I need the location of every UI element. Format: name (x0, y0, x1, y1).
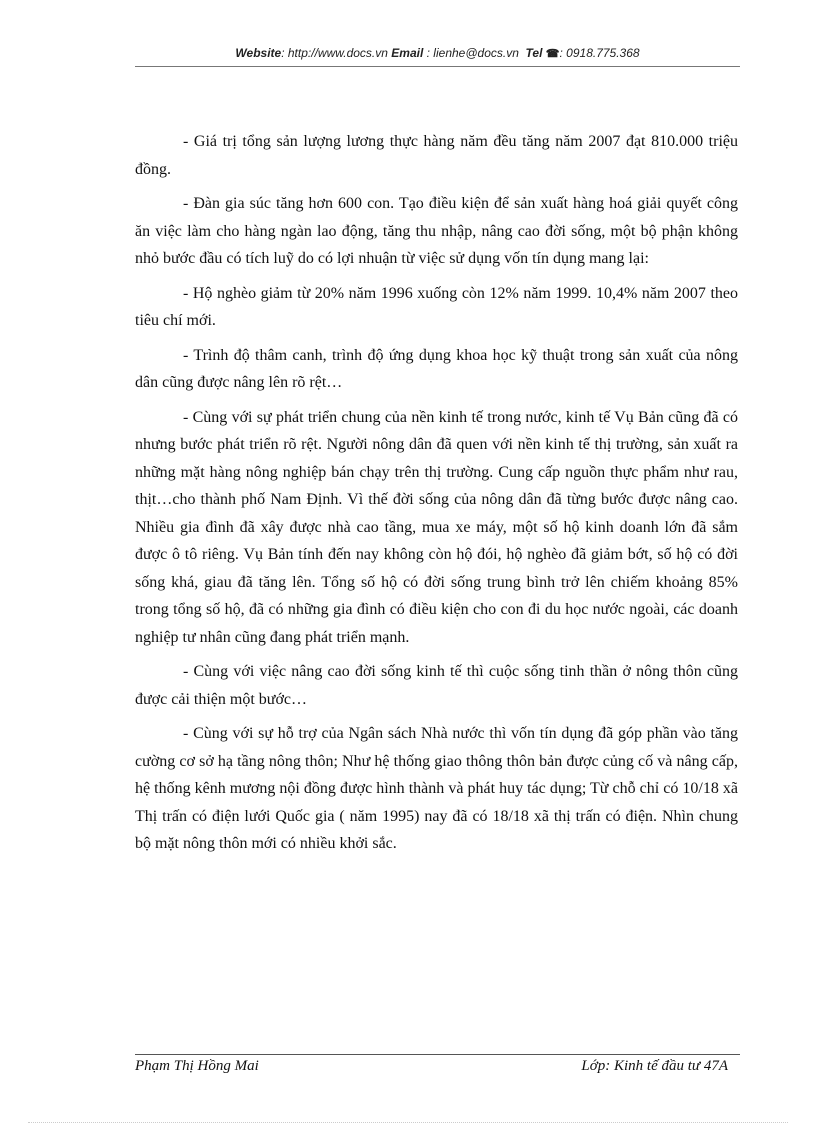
paragraph-7: - Cùng với sự hỗ trợ của Ngân sách Nhà nước thì vốn tín dụng đã góp phần vào tăng cường cơ sở hạ tầng nông thôn; Như hệ thống giao thông thôn bản được củng cố và nâng cấp, hệ thống kênh mương nội đồng được hình thành và phát huy tác dụng; Từ chỗ chỉ có 10/18 xã Thị trấn có điện lưới Quốc gia ( năm 1995) nay đã có 18/18 xã thị trấn có điện. Nhìn chung bộ mặt nông thôn mới có nhiều khởi sắc. (135, 725, 738, 852)
email-label: Email (391, 46, 424, 60)
footer-author: Phạm Thị Hồng Mai (135, 1058, 259, 1074)
paragraph-2: - Đàn gia súc tăng hơn 600 con. Tạo điều kiện để sản xuất hàng hoá giải quyết công ăn việc làm cho hàng ngàn lao động, tăng thu nhập, nâng cao đời sống, một bộ phận không nhỏ bước đầu có tích luỹ do có lợi nhuận từ việc sử dụng vốn tín dụng mang lại: (135, 195, 738, 267)
paragraph-5: - Cùng với sự phát triển chung của nền kinh tế trong nước, kinh tế Vụ Bản cũng đã có nhưng bước phát triển rõ rệt. Người nông dân đã quen với nền kinh tế thị trường, sản xuất ra những mặt hàng nông nghiệp bán chạy trên thị trường. Cung cấp nguồn thực phẩm như rau, thịt…cho thành phố Nam Định. Vì thế đời sống của nông dân đã từng bước được nâng cao. Nhiều gia đình đã xây được nhà cao tầng, mua xe máy, một số hộ kinh doanh lớn đã sắm được ô tô riêng. Vụ Bản tính đến nay không còn hộ đói, hộ nghèo đã giảm bớt, số hộ có đời sống khá, giau đã tăng lên. Tổng số hộ có đời sống trung bình trở lên chiếm khoảng 85% trong tổng số hộ, đã có những gia đình có điều kiện cho con đi du học nước ngoài, các doanh nghiệp tư nhân cũng đang phát triển mạnh. (135, 408, 738, 646)
phone-icon: ☎ (545, 48, 560, 60)
header-rule (135, 66, 740, 67)
body-text (135, 128, 738, 865)
footer-class-info: Lớp: Kinh tế đầu tư 47A (581, 1058, 728, 1074)
tel-value: : 0918.775.368 (559, 46, 640, 60)
website-value[interactable]: : http://www.docs.vn (281, 46, 388, 60)
page-header (135, 46, 740, 66)
tel-label: Tel (525, 46, 543, 60)
paragraph-4: - Trình độ thâm canh, trình độ ứng dụng khoa học kỹ thuật trong sản xuất của nông dân cũng được nâng lên rõ rệt… (135, 346, 738, 391)
page-footer (135, 1058, 740, 1078)
footer-rule (135, 1054, 740, 1055)
website-label: Website (235, 46, 282, 60)
paragraph-6: - Cùng với việc nâng cao đời sống kinh tế thì cuộc sống tinh thần ở nông thôn cũng được cải thiện một bước… (135, 663, 738, 708)
paragraph-3: - Hộ nghèo giảm từ 20% năm 1996 xuống còn 12% năm 1999. 10,4% năm 2007 theo tiêu chí mới. (135, 284, 738, 329)
paragraph-1: - Giá trị tổng sản lượng lương thực hàng năm đều tăng năm 2007 đạt 810.000 triệu đồng. (135, 133, 738, 178)
email-value[interactable]: : lienhe@docs.vn (426, 46, 519, 60)
